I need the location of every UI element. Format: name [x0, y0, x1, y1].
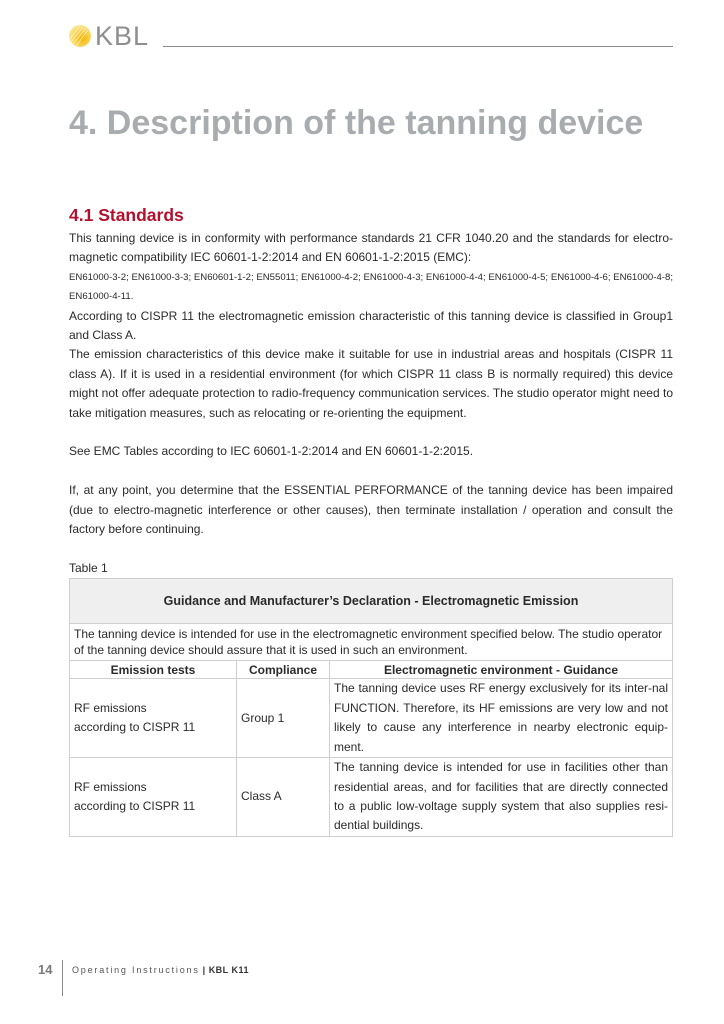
page-number: 14 [38, 962, 53, 977]
emission-table [69, 578, 673, 836]
table-caption: Table 1 [69, 561, 108, 576]
page-footer [38, 962, 249, 996]
conformity-paragraph: This tanning device is in conformity with performance standards 21 CFR 1040.20 and the standards for electro-magnetic compatibility IEC 60601-1-2:2014 and EN 60601-1-2:2015 (EMC): [69, 231, 673, 265]
footer-separator: | [199, 965, 209, 975]
compliance-cell: Group 1 [237, 679, 330, 758]
sun-logo-icon [68, 24, 92, 48]
emission-test-name: RF emissions [74, 700, 147, 715]
kbl-logo [68, 21, 150, 51]
guidance-cell: The tanning device is intended for use in facilities other than residential areas, and for facilities that are directly connected to a public low-voltage supply system that also supplies resi-dential buildings. [330, 758, 673, 837]
emc-tables-reference: See EMC Tables according to IEC 60601-1-2:2014 and EN 60601-1-2:2015. [69, 444, 474, 459]
table-row [70, 679, 673, 758]
model-name: KBL K11 [208, 965, 250, 975]
doc-label: Operating Instructions [72, 965, 200, 975]
logo-text: KBL [95, 21, 150, 51]
header-divider [163, 46, 673, 47]
chapter-title: 4. Description of the tanning device [69, 104, 644, 142]
cispr-classification-paragraph: According to CISPR 11 the electromagnetic emission characteristic of this tanning device is classified in Group1 and Class A. [69, 308, 673, 343]
emission-test-standard: according to CISPR 11 [74, 798, 196, 813]
emission-test-cell [70, 679, 237, 758]
footer-divider [62, 960, 63, 996]
essential-performance-paragraph: If, at any point, you determine that the ESSENTIAL PERFORMANCE of the tanning device has been impaired (due to electro-magnetic interference or other causes), then terminate installation / operation and consult the factory before continuing. [69, 483, 673, 537]
emission-test-name: RF emissions [74, 779, 147, 794]
column-header: Emission tests [70, 661, 237, 679]
page-content [69, 205, 673, 837]
guidance-cell: The tanning device uses RF energy exclusively for its inter-nal FUNCTION. Therefore, its HF emissions are very low and not likely to cause any interference in nearby electronic equip-ment. [330, 679, 673, 758]
emission-test-cell [70, 758, 237, 837]
table-row [70, 758, 673, 837]
column-header: Electromagnetic environment - Guidance [330, 661, 673, 679]
table-title: Guidance and Manufacturer’s Declaration - Electromagnetic Emission [70, 579, 673, 624]
emission-test-standard: according to CISPR 11 [74, 720, 196, 735]
standards-list: EN61000-3-2; EN61000-3-3; EN60601-1-2; EN55011; EN61000-4-2; EN61000-4-3; EN61000-4-4; EN61000-4-5; EN61000-4-6; EN61000-4-8; EN61000-4-11. [69, 271, 673, 303]
table-intro: The tanning device is intended for use in the electromagnetic environment specified below. The studio operator of the tanning device should assure that it is used in such an environment. [70, 624, 673, 661]
footer-label [72, 962, 249, 975]
section-title: 4.1 Standards [69, 205, 184, 225]
table-header-row [70, 661, 673, 679]
column-header: Compliance [237, 661, 330, 679]
compliance-cell: Class A [237, 758, 330, 837]
emission-characteristics-paragraph: The emission characteristics of this device make it suitable for use in industrial areas and hospitals (CISPR 11 class A). If it is used in a residential environment (for which CISPR 11 class B is normally required) this device might not offer adequate protection to radio-frequency communication services. The studio operator might need to take mitigation measures, such as relocating or re-orienting the equipment. [69, 347, 673, 420]
